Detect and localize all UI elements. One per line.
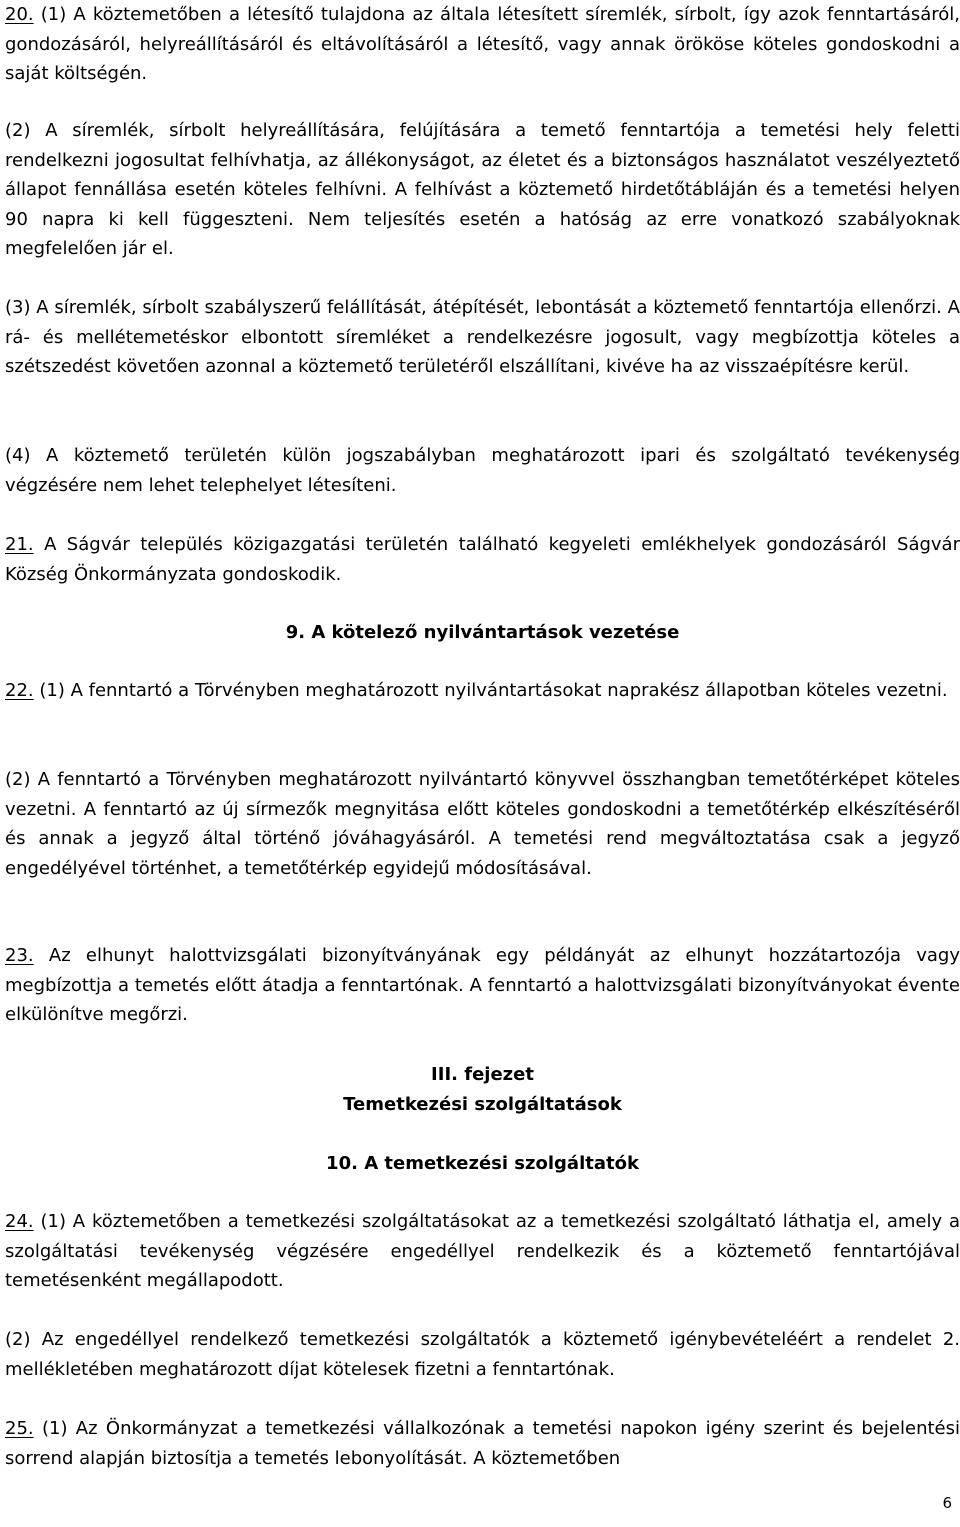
part-3-subheading: Temetkezési szolgáltatások bbox=[343, 1094, 622, 1115]
page-number: 6 bbox=[942, 1494, 952, 1512]
part-3-heading: III. fejezet bbox=[431, 1064, 534, 1085]
section-20-paragraph-3: (3) A síremlék, sírbolt szabályszerű felállítását, átépítését, lebontását a köztemető fenntartója ellenőrzi. A rá- és mellétemetéskor elbontott síremléket a rendelkezésre jogosult, vagy megbízottja köteles a szétszedést követően azonnal a köztemető területéről elszállítani, kivéve ha az visszaépítésre kerül. bbox=[5, 297, 960, 378]
section-21-paragraph-1 bbox=[5, 530, 960, 589]
chapter-9-heading: 9. A kötelező nyilvántartások vezetése bbox=[285, 622, 680, 643]
chapter-10-heading: 10. A temetkezési szolgáltatók bbox=[326, 1153, 639, 1174]
section-25-paragraph-1 bbox=[5, 1414, 960, 1473]
section-20-paragraph-4: (4) A köztemető területén külön jogszabályban meghatározott ipari és szolgáltató tevékenység végzésére nem lehet telephelyet létesíteni. bbox=[5, 445, 960, 496]
paragraph-text: (1) A köztemetőben a létesítő tulajdona az általa létesített síremlék, sírbolt, így azok fenntartásáról, gondozásáról, helyreállításáról és eltávolításáról a létesítő, vagy annak örököse köteles gondoskodni a saját költségén. bbox=[5, 4, 960, 85]
paragraph-text: Az elhunyt halottvizsgálati bizonyítványának egy példányát az elhunyt hozzátartozója vagy megbízottja a temetés előtt átadja a fenntartónak. A fenntartó a halottvizsgálati bizonyítványokat évente elkülönítve megőrzi. bbox=[5, 945, 960, 1026]
paragraph-text: (1) A köztemetőben a temetkezési szolgáltatásokat az a temetkezési szolgáltató láthatja el, amely a szolgáltatási tevékenység végzésére engedéllyel rendelkezik és a köztemető fenntartójával temetésenként megállapodott. bbox=[5, 1211, 960, 1292]
paragraph-text: (1) Az Önkormányzat a temetkezési vállalkozónak a temetési napokon igény szerint és bejelentési sorrend alapján biztosítja a temetés lebonyolítását. A köztemetőben bbox=[5, 1418, 960, 1469]
section-number: 22. bbox=[5, 680, 34, 701]
section-22-paragraph-1 bbox=[5, 676, 960, 706]
section-number: 25. bbox=[5, 1418, 34, 1439]
section-number: 20. bbox=[5, 4, 34, 25]
section-number: 21. bbox=[5, 534, 34, 555]
paragraph-text: A Ságvár település közigazgatási területén található kegyeleti emlékhelyek gondozásáról Ságvár Község Önkormányzata gondoskodik. bbox=[5, 534, 960, 585]
section-24-paragraph-2: (2) Az engedéllyel rendelkező temetkezési szolgáltatók a köztemető igénybevételéért a rendelet 2. mellékletében meghatározott díjat kötelesek fizetni a fenntartónak. bbox=[5, 1329, 960, 1380]
section-20-paragraph-2: (2) A síremlék, sírbolt helyreállítására, felújítására a temető fenntartója a temetési hely feletti rendelkezni jogosultat felhívhatja, az állékonyságot, az életet és a biztonságos használatot veszélyeztető állapot fennállása esetén köteles felhívni. A felhívást a köztemető hirdetőtábláján és a temetési helyen 90 napra ki kell függeszteni. Nem teljesítés esetén a hatóság az erre vonatkozó szabályoknak megfelelően jár el. bbox=[5, 120, 960, 260]
section-20-paragraph-1 bbox=[5, 0, 960, 89]
section-number: 23. bbox=[5, 945, 34, 966]
section-number: 24. bbox=[5, 1211, 34, 1232]
section-24-paragraph-1 bbox=[5, 1207, 960, 1296]
section-23-paragraph-1 bbox=[5, 941, 960, 1030]
paragraph-text: (1) A fenntartó a Törvényben meghatározott nyilvántartásokat naprakész állapotban köteles vezetni. bbox=[33, 680, 948, 701]
section-22-paragraph-2: (2) A fenntartó a Törvényben meghatározott nyilvántartó könyvvel összhangban temetőtérképet köteles vezetni. A fenntartó az új sírmezők megnyitása előtt köteles gondoskodni a temetőtérkép elkészítéséről és annak a jegyző által történő jóváhagyásáról. A temetési rend megváltoztatása csak a jegyző engedélyével történhet, a temetőtérkép egyidejű módosításával. bbox=[5, 769, 960, 879]
